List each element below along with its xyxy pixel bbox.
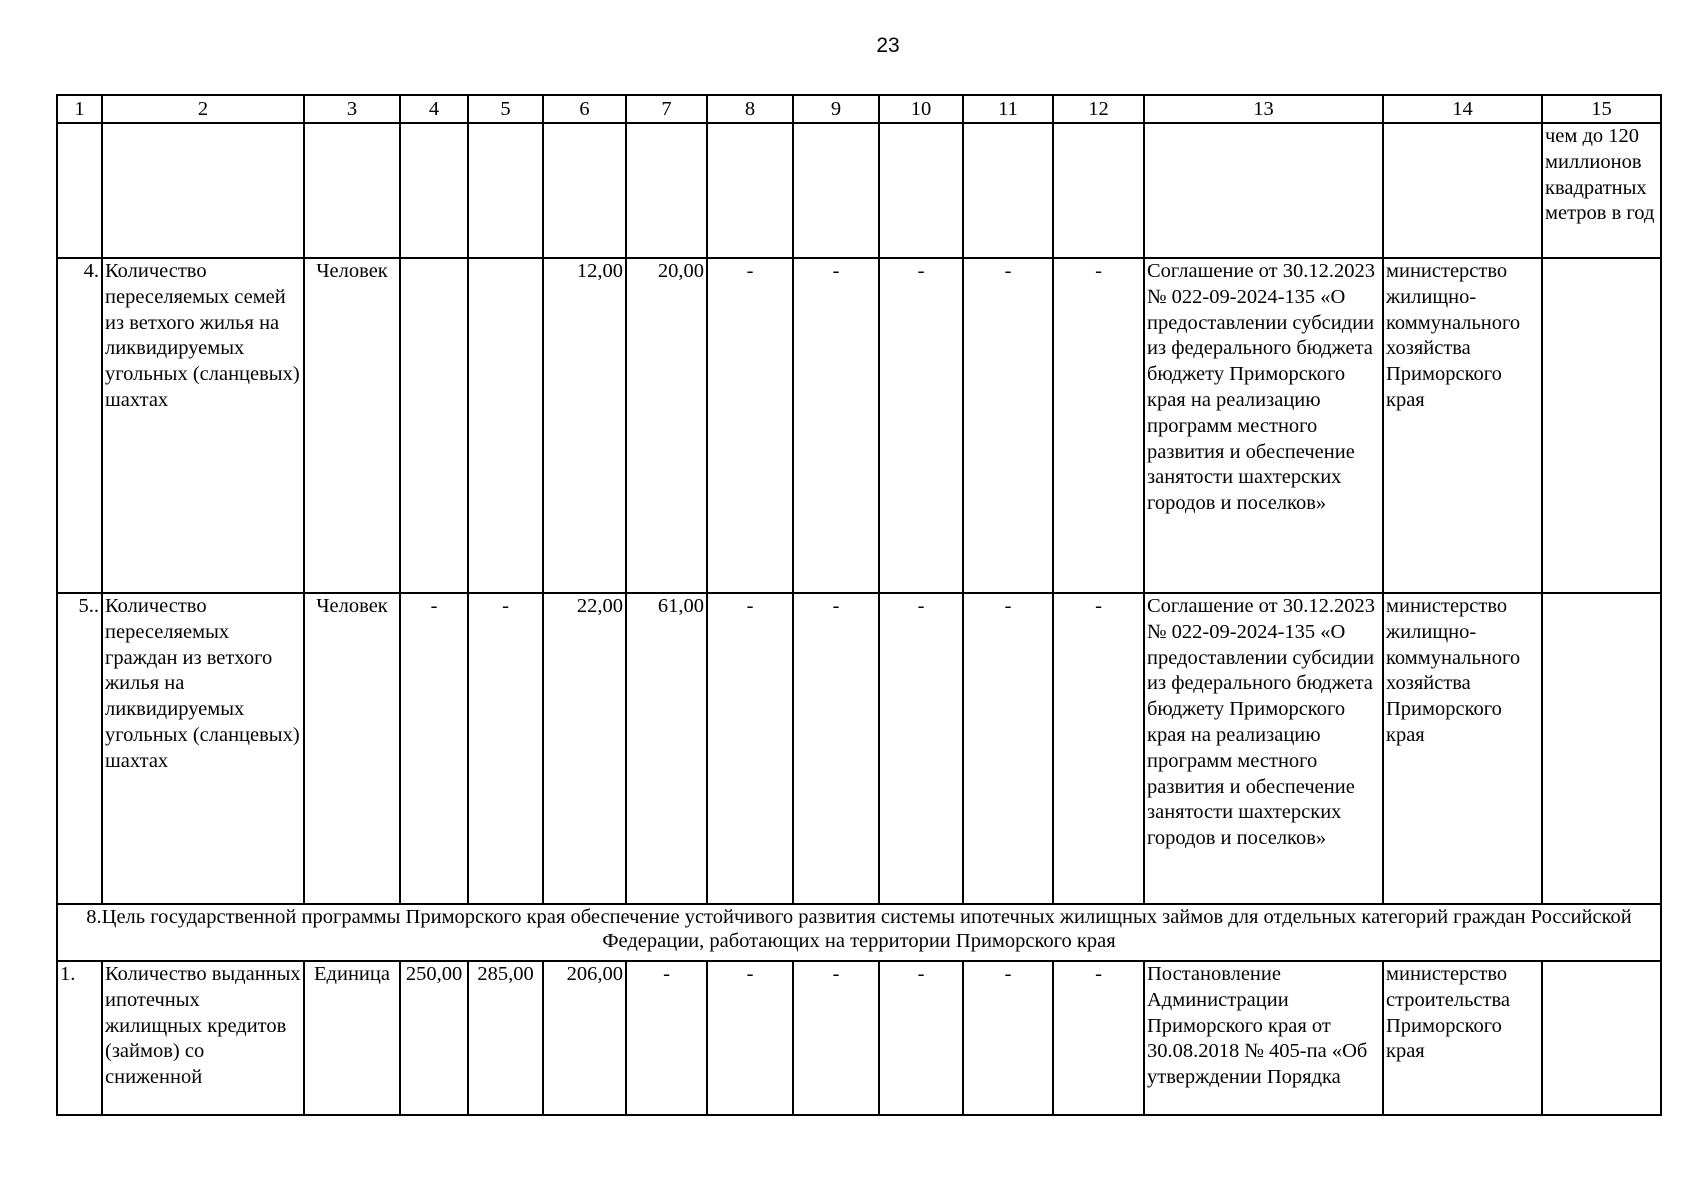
value-cell: 61,00 [626,593,707,904]
value-cell: 22,00 [543,593,626,904]
row-number: 5.. [57,593,102,904]
value-cell: - [963,961,1053,1115]
source-document: Постановление Администрации Приморского края от 30.08.2018 № 405-па «Об утверждении Порядка [1144,961,1383,1115]
value-cell: - [879,593,963,904]
column-number: 10 [879,95,963,123]
row-number: 1. [57,961,102,1115]
page-number: 23 [876,34,900,57]
value-cell: 250,00 [400,961,468,1115]
value-cell: - [793,961,879,1115]
value-cell: 206,00 [543,961,626,1115]
column-number: 11 [963,95,1053,123]
indicator-name: Количество переселяемых семей из ветхого жилья на ликвидируемых угольных (сланцевых) шахтах [102,258,304,593]
continuation-text: чем до 120 миллионов квадратных метров в год [1542,123,1661,258]
table-row [57,258,1661,593]
value-cell: 12,00 [543,258,626,593]
value-cell: - [963,258,1053,593]
value-cell: - [400,593,468,904]
responsible-body: министерство жилищно-коммунального хозяйства Приморского края [1383,593,1542,904]
unit: Человек [304,593,400,904]
value-cell: - [879,258,963,593]
indicators-table [56,94,1662,1116]
value-cell: - [468,593,543,904]
column-number: 8 [707,95,793,123]
column-number: 6 [543,95,626,123]
value-cell [468,258,543,593]
column-number: 4 [400,95,468,123]
value-cell: - [626,961,707,1115]
column-number: 1 [57,95,102,123]
value-cell: - [1053,593,1144,904]
value-cell [1542,593,1661,904]
value-cell: - [963,593,1053,904]
responsible-body: министерство строительства Приморского края [1383,961,1542,1115]
column-number: 15 [1542,95,1661,123]
value-cell: 285,00 [468,961,543,1115]
unit: Единица [304,961,400,1115]
value-cell [1542,961,1661,1115]
value-cell [400,258,468,593]
responsible-body: министерство жилищно-коммунального хозяйства Приморского края [1383,258,1542,593]
value-cell: - [1053,258,1144,593]
column-number: 12 [1053,95,1144,123]
column-number-row [57,95,1661,123]
value-cell: - [793,258,879,593]
column-number: 3 [304,95,400,123]
indicator-name: Количество переселяемых граждан из ветхого жилья на ликвидируемых угольных (сланцевых) шахтах [102,593,304,904]
value-cell: - [707,258,793,593]
column-number: 7 [626,95,707,123]
continuation-row [57,123,1661,258]
source-document: Соглашение от 30.12.2023 № 022-09-2024-135 «О предоставлении субсидии из федерального бюджета бюджету Приморского края на реализацию программ местного развития и обеспечение занятости шахтерских городов и поселков» [1144,593,1383,904]
value-cell: - [879,961,963,1115]
column-number: 13 [1144,95,1383,123]
indicator-name: Количество выданных ипотечных жилищных кредитов (займов) со сниженной [102,961,304,1115]
value-cell: 20,00 [626,258,707,593]
source-document: Соглашение от 30.12.2023 № 022-09-2024-135 «О предоставлении субсидии из федерального бюджета бюджету Приморского края на реализацию программ местного развития и обеспечение занятости шахтерских городов и поселков» [1144,258,1383,593]
table-row [57,593,1661,904]
goal-row [57,904,1661,961]
unit: Человек [304,258,400,593]
value-cell: - [1053,961,1144,1115]
column-number: 9 [793,95,879,123]
goal-heading: 8.Цель государственной программы Приморского края обеспечение устойчивого развития системы ипотечных жилищных займов для отдельных категорий граждан Российской Федерации, работающих на территории Приморского края [57,904,1661,961]
column-number: 5 [468,95,543,123]
column-number: 14 [1383,95,1542,123]
column-number: 2 [102,95,304,123]
row-number: 4. [57,258,102,593]
table-row [57,961,1661,1115]
value-cell: - [793,593,879,904]
value-cell: - [707,961,793,1115]
value-cell: - [707,593,793,904]
value-cell [1542,258,1661,593]
